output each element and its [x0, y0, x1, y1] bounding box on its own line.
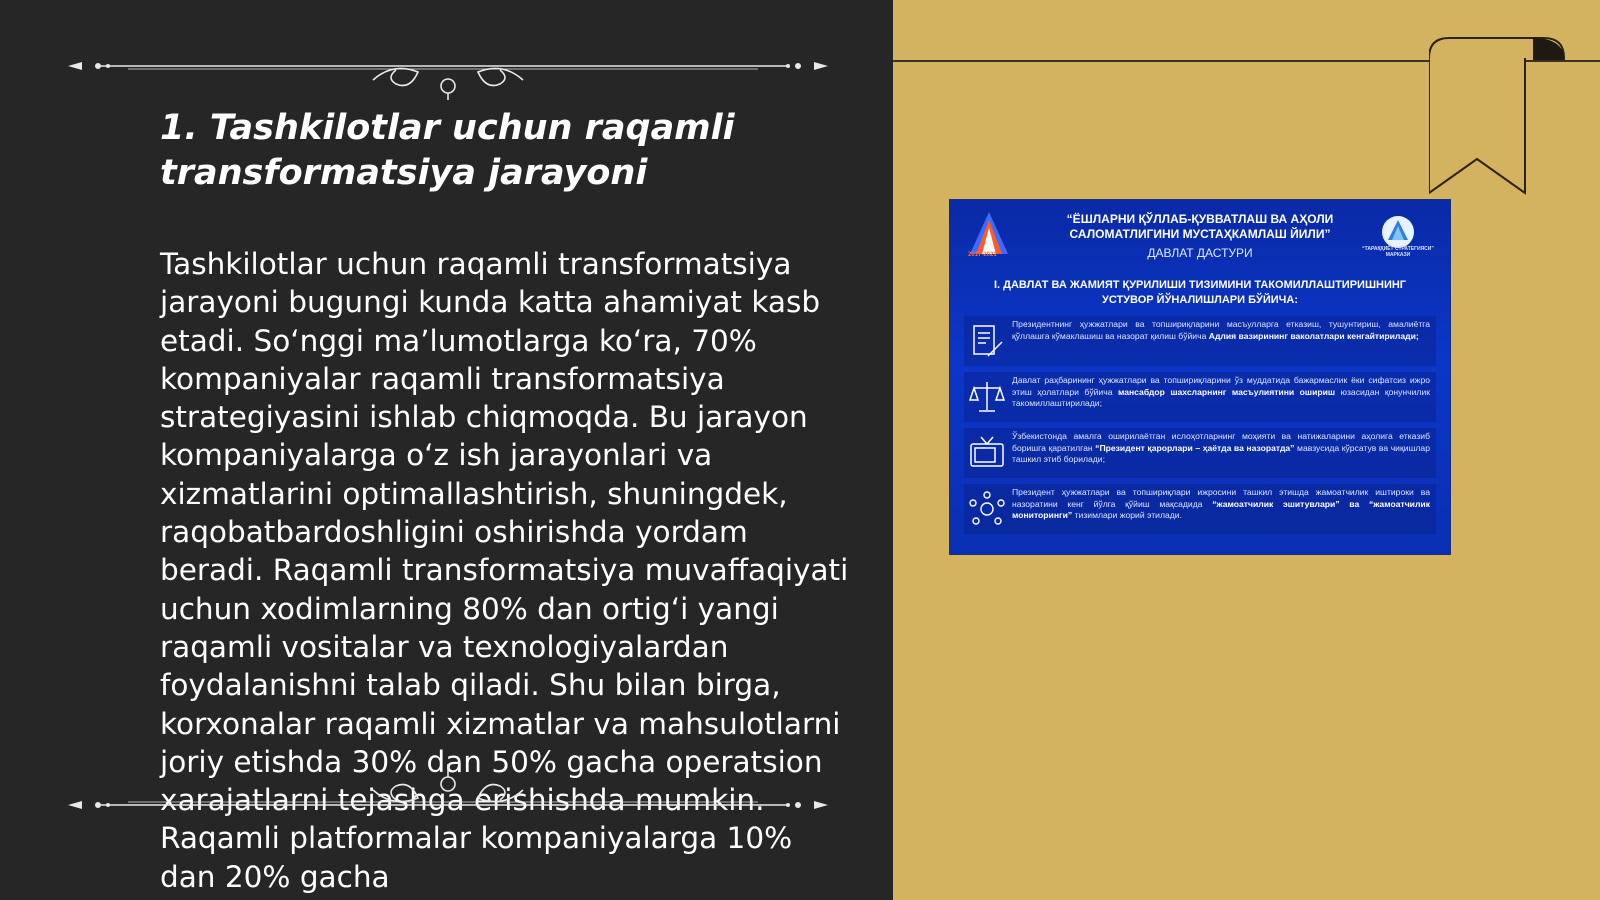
poster-item-text: Президент ҳужжатлари ва топшириқлари ижросини ташкил этишда жамоатчилик иштироки ва назоратини кенг йўлга қўйиш мақсадида “жамоатчилик эшитувлари” ва “жамоатчилик мониторинги” тизимлари жорий этилади.	[1012, 487, 1431, 520]
poster-subheading: ДАВЛАТ ДАСТУРИ	[1147, 246, 1253, 260]
poster-item-text: Давлат раҳбарининг ҳужжатлари ва топшириқларини ўз муддатида бажармаслик ёки сифатсиз ижро этиш ҳолатлари бўйича мансабдор шахсларнинг масъулиятини ошириш юзасидан қонунчилик такомиллаштирилади;	[1012, 375, 1431, 408]
poster-item	[964, 316, 1436, 366]
tv-icon	[968, 434, 1006, 472]
people-network-icon	[968, 490, 1006, 528]
poster-item	[964, 428, 1436, 478]
slide-body-text: Tashkilotlar uchun raqamli transformatsiya jarayoni bugungi kunda katta ahamiyat kasb etadi. So‘nggi ma’lumotlarga ko‘ra, 70% kompaniyalar raqamli transformatsiya strategiyasini ishlab chiqmoqda. Bu jarayon kompaniyalarga o‘z ish jarayonlari va xizmatlarini optimallashtirish, shuningdek, raqobatbardoshligini oshirishda yordam beradi. Raqamli transformatsiya muvaffaqiyati uchun xodimlarning 80% dan ortig‘i yangi raqamli vositalar va texnologiyalardan foydalanishni talab qiladi. Shu bilan birga, korxonalar raqamli xizmatlar va mahsulotlarni joriy etishda 30% dan 50% gacha operatsion xarajatlarni tejashga erishishda mumkin. Raqamli platformalar kompaniyalarga 10% dan 20% gacha	[160, 247, 849, 894]
scales-icon	[968, 378, 1006, 416]
poster-heading: “ЁШЛАРНИ ҚЎЛЛАБ-ҚУВВАТЛАШ ВА АҲОЛИ САЛОМАТЛИГИНИ МУСТАҲКАМЛАШ ЙИЛИ”	[1066, 212, 1334, 241]
poster-item-text: Ўзбекистонда амалга оширилаётган ислоҳотларнинг моҳияти ва натижаларини аҳолига етказиб боришга қаратилган “Президент қарорлари – ҳаётда ва назоратда” мавзусида кўрсатув ва чиқишлар ташкил этиб борилади;	[1012, 431, 1430, 464]
top-ornament-divider	[68, 40, 828, 100]
poster-item	[964, 372, 1436, 422]
poster-item	[964, 484, 1436, 534]
document-pen-icon	[968, 322, 1006, 360]
bookmark-ribbon-icon	[1429, 34, 1569, 199]
bottom-ornament-divider	[68, 760, 828, 820]
poster-item-text: Президентнинг ҳужжатлари ва топшириқларини масъулларга етказиш, тушунтириш, амалиётга қўллашга кўмаклашиш ва назорат қилиш бўйича Адлия вазирининг ваколатлари кенгайтирилади;	[1012, 319, 1430, 341]
poster-section-title: I. ДАВЛАТ ВА ЖАМИЯТ ҚУРИЛИШИ ТИЗИМИНИ ТАКОМИЛЛАШТИРИШНИНГ УСТУВОР ЙЎНАЛИШЛАРИ БЎЙИЧА:	[993, 279, 1407, 306]
logo-left-caption: 2017-2021	[968, 252, 997, 258]
government-program-poster	[950, 200, 1450, 554]
slide-title: 1. Tashkilotlar uchun raqamli transformatsiya jarayoni	[160, 108, 735, 193]
logo-right-caption: “ТАРАҚҚИЁТ СТРАТЕГИЯСИ” МАРКАЗИ	[1362, 246, 1434, 258]
